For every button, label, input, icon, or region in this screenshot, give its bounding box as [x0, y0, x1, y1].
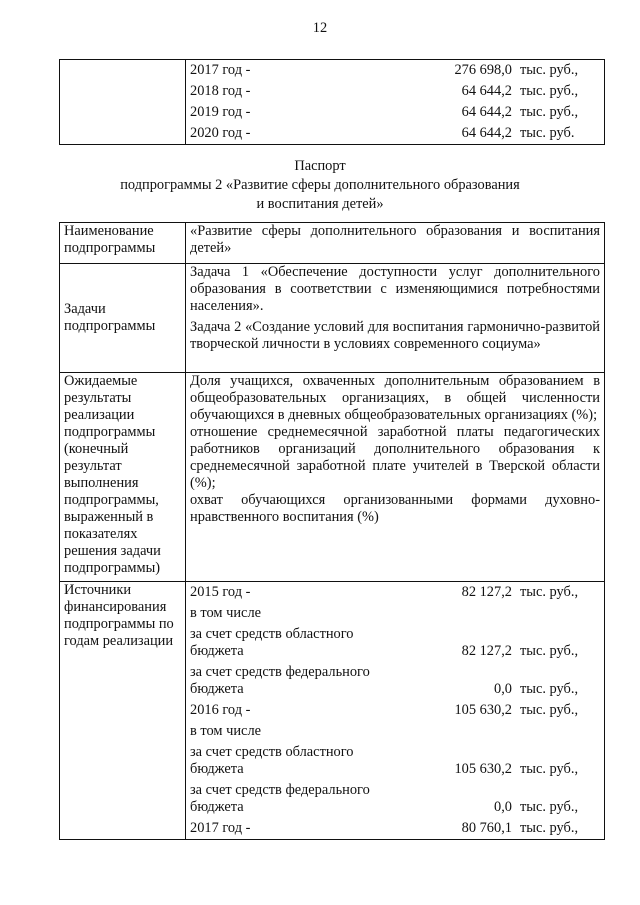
regional-budget-2015: бюджета 82 127,2 тыс. руб., [190, 643, 579, 659]
tasks-label-cell: Задачи подпрограммы [60, 264, 186, 373]
funding-value-cell [186, 582, 605, 840]
passport-table [59, 222, 605, 840]
regional-budget-label: за счет средств областного [190, 744, 354, 760]
federal-budget-2016: бюджета 0,0 тыс. руб., [190, 799, 579, 815]
tasks-value-cell [186, 264, 605, 373]
heading-subtitle-cont: и воспитания детей» [256, 196, 384, 212]
table-row [60, 373, 605, 582]
task-2: Задача 2 «Создание условий для воспитания гармонично-развитой творческой личности в условиях современного социума» [190, 319, 600, 352]
regional-budget-label: за счет средств областного [190, 626, 354, 642]
federal-budget-2015: бюджета 0,0 тыс. руб., [190, 681, 579, 697]
page-number: 12 [312, 20, 328, 36]
funding-label-cell: Источники финансирования подпрограммы по годам реализации [60, 582, 186, 840]
funding-row-2017: 2017 год - 276 698,0 тыс. руб., [190, 62, 579, 78]
funding-2015: 2015 год - 82 127,2 тыс. руб., [190, 584, 579, 600]
federal-budget-label: за счет средств федерального [190, 782, 370, 798]
funding-2016: 2016 год - 105 630,2 тыс. руб., [190, 702, 579, 718]
result-2: отношение среднемесячной заработной платы педагогических работников организаций дополнительного образования к среднемесячной заработной плате учителей в Тверской области (%); [190, 424, 600, 491]
result-1: Доля учащихся, охваченных дополнительным образованием в общеобразовательных организациях, в общей численности обучающихся в дневных общеобразовательных организациях (%); [190, 373, 600, 423]
year-amounts-cell [186, 60, 605, 145]
including-label: в том числе [190, 605, 262, 621]
results-label-cell: Ожидаемые результаты реализации подпрограммы (конечный результат выполнения подпрограммы, выраженный в показателях решения задачи подпрограммы) [60, 373, 186, 582]
result-3: охват обучающихся организованными формами духовно-нравственного воспитания (%) [190, 492, 600, 525]
table-row [60, 582, 605, 840]
funding-row-2019: 2019 год - 64 644,2 тыс. руб., [190, 104, 579, 120]
regional-budget-2016: бюджета 105 630,2 тыс. руб., [190, 761, 579, 777]
heading-title: Паспорт [294, 158, 346, 174]
funding-2017: 2017 год - 80 760,1 тыс. руб., [190, 820, 579, 836]
funding-row-2020: 2020 год - 64 644,2 тыс. руб. [190, 125, 575, 141]
including-label: в том числе [190, 723, 262, 739]
heading-subtitle: подпрограммы 2 «Развитие сферы дополнительного образования [120, 177, 520, 193]
table-row [60, 223, 605, 264]
results-value-cell [186, 373, 605, 582]
funding-row-2018: 2018 год - 64 644,2 тыс. руб., [190, 83, 579, 99]
top-funding-table [59, 59, 605, 145]
name-label-cell: Наименование подпрограммы [60, 223, 186, 264]
table-row [60, 60, 605, 145]
empty-label-cell [60, 60, 186, 145]
table-row [60, 264, 605, 373]
federal-budget-label: за счет средств федерального [190, 664, 370, 680]
name-value-cell: «Развитие сферы дополнительного образования и воспитания детей» [186, 223, 605, 264]
task-1: Задача 1 «Обеспечение доступности услуг дополнительного образования в соответствии с изменяющимися потребностями населения». [190, 264, 600, 314]
